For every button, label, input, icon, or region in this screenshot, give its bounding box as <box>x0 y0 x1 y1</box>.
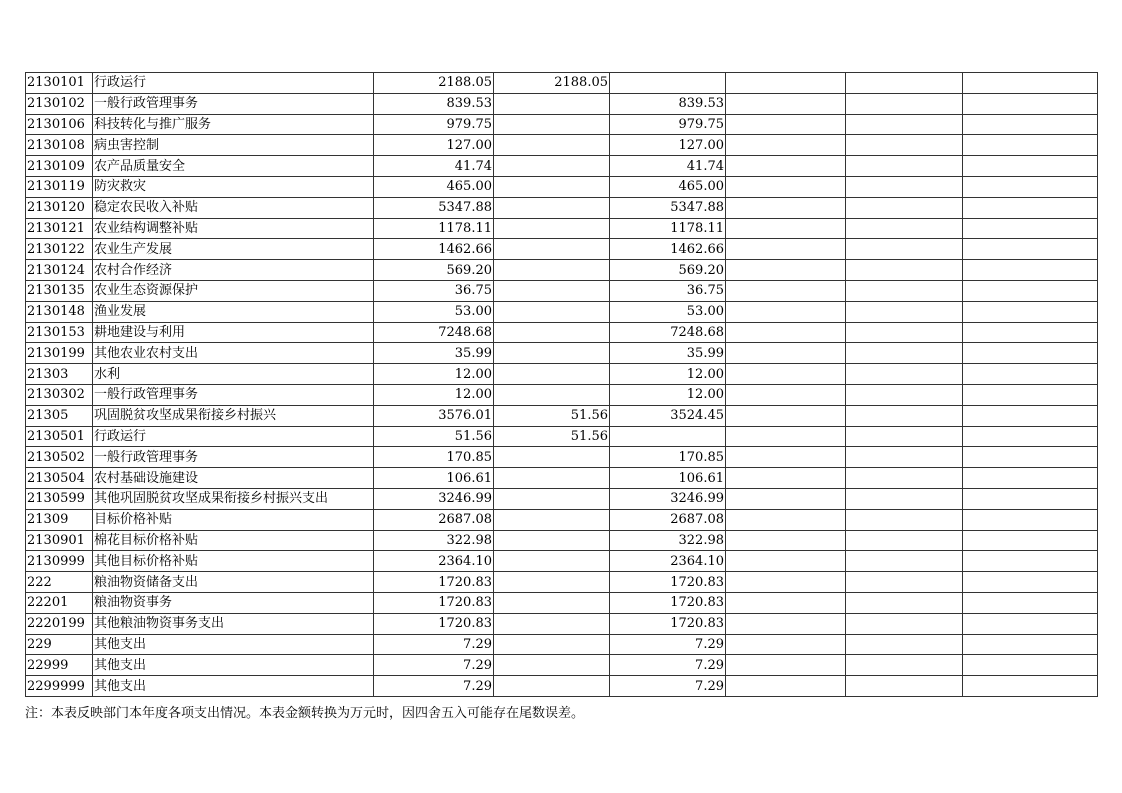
cell-empty <box>726 301 846 322</box>
cell-basic <box>494 572 610 593</box>
table-row <box>26 509 1098 530</box>
cell-name: 稳定农民收入补贴 <box>93 197 374 218</box>
cell-total: 1462.66 <box>374 239 494 260</box>
cell-basic <box>494 280 610 301</box>
cell-project <box>610 426 726 447</box>
cell-empty <box>726 676 846 697</box>
cell-empty <box>963 73 1098 94</box>
cell-total: 170.85 <box>374 447 494 468</box>
cell-empty <box>846 634 963 655</box>
cell-empty <box>846 93 963 114</box>
cell-code: 2130101 <box>26 73 93 94</box>
table-row <box>26 197 1098 218</box>
cell-code: 2130121 <box>26 218 93 239</box>
cell-total: 465.00 <box>374 176 494 197</box>
table-row <box>26 468 1098 489</box>
cell-basic <box>494 655 610 676</box>
cell-empty <box>963 447 1098 468</box>
cell-basic: 51.56 <box>494 426 610 447</box>
cell-name: 农业结构调整补贴 <box>93 218 374 239</box>
cell-project: 12.00 <box>610 384 726 405</box>
cell-empty <box>726 364 846 385</box>
cell-empty <box>726 384 846 405</box>
table-row <box>26 384 1098 405</box>
cell-total: 106.61 <box>374 468 494 489</box>
cell-basic <box>494 260 610 281</box>
cell-name: 一般行政管理事务 <box>93 384 374 405</box>
cell-project: 465.00 <box>610 176 726 197</box>
cell-empty <box>846 405 963 426</box>
cell-empty <box>726 93 846 114</box>
cell-empty <box>963 218 1098 239</box>
cell-empty <box>846 572 963 593</box>
cell-code: 2130501 <box>26 426 93 447</box>
cell-total: 36.75 <box>374 280 494 301</box>
cell-empty <box>963 592 1098 613</box>
cell-basic <box>494 135 610 156</box>
cell-project: 3246.99 <box>610 488 726 509</box>
cell-name: 粮油物资事务 <box>93 592 374 613</box>
cell-code: 2130901 <box>26 530 93 551</box>
table-row <box>26 93 1098 114</box>
cell-project: 7.29 <box>610 676 726 697</box>
cell-project: 569.20 <box>610 260 726 281</box>
table-row <box>26 135 1098 156</box>
cell-empty <box>963 468 1098 489</box>
cell-basic <box>494 613 610 634</box>
cell-empty <box>846 530 963 551</box>
cell-code: 222 <box>26 572 93 593</box>
cell-empty <box>963 135 1098 156</box>
cell-total: 5347.88 <box>374 197 494 218</box>
cell-empty <box>963 405 1098 426</box>
cell-empty <box>963 93 1098 114</box>
cell-total: 322.98 <box>374 530 494 551</box>
cell-code: 21305 <box>26 405 93 426</box>
cell-empty <box>726 447 846 468</box>
cell-empty <box>726 156 846 177</box>
cell-basic <box>494 343 610 364</box>
cell-empty <box>963 634 1098 655</box>
cell-total: 2364.10 <box>374 551 494 572</box>
cell-empty <box>846 218 963 239</box>
cell-basic <box>494 592 610 613</box>
cell-empty <box>963 114 1098 135</box>
cell-project: 7.29 <box>610 655 726 676</box>
cell-empty <box>726 114 846 135</box>
cell-code: 22999 <box>26 655 93 676</box>
cell-project: 35.99 <box>610 343 726 364</box>
table-row <box>26 73 1098 94</box>
cell-empty <box>726 426 846 447</box>
table-row <box>26 488 1098 509</box>
cell-basic <box>494 301 610 322</box>
table-row <box>26 301 1098 322</box>
cell-basic <box>494 176 610 197</box>
cell-name: 粮油物资储备支出 <box>93 572 374 593</box>
cell-empty <box>846 73 963 94</box>
cell-empty <box>846 280 963 301</box>
cell-total: 7.29 <box>374 634 494 655</box>
cell-name: 行政运行 <box>93 73 374 94</box>
cell-name: 科技转化与推广服务 <box>93 114 374 135</box>
cell-name: 一般行政管理事务 <box>93 93 374 114</box>
cell-total: 12.00 <box>374 364 494 385</box>
cell-code: 2130504 <box>26 468 93 489</box>
cell-empty <box>726 197 846 218</box>
table-row <box>26 676 1098 697</box>
table-row <box>26 176 1098 197</box>
cell-code: 2130124 <box>26 260 93 281</box>
cell-code: 2130119 <box>26 176 93 197</box>
cell-total: 1178.11 <box>374 218 494 239</box>
cell-empty <box>963 509 1098 530</box>
cell-total: 12.00 <box>374 384 494 405</box>
cell-total: 7248.68 <box>374 322 494 343</box>
table-row <box>26 405 1098 426</box>
cell-project: 41.74 <box>610 156 726 177</box>
cell-project: 1720.83 <box>610 592 726 613</box>
cell-name: 农业生产发展 <box>93 239 374 260</box>
expenditure-table <box>25 72 1098 697</box>
cell-project: 2364.10 <box>610 551 726 572</box>
cell-total: 3576.01 <box>374 405 494 426</box>
cell-project: 53.00 <box>610 301 726 322</box>
cell-empty <box>963 530 1098 551</box>
cell-name: 病虫害控制 <box>93 135 374 156</box>
table-row <box>26 530 1098 551</box>
cell-code: 2130302 <box>26 384 93 405</box>
cell-empty <box>846 301 963 322</box>
cell-total: 569.20 <box>374 260 494 281</box>
cell-empty <box>846 447 963 468</box>
cell-name: 农产品质量安全 <box>93 156 374 177</box>
cell-empty <box>963 426 1098 447</box>
cell-name: 巩固脱贫攻坚成果衔接乡村振兴 <box>93 405 374 426</box>
table-row <box>26 156 1098 177</box>
cell-basic <box>494 551 610 572</box>
cell-empty <box>726 260 846 281</box>
cell-empty <box>846 676 963 697</box>
cell-code: 2299999 <box>26 676 93 697</box>
cell-empty <box>846 509 963 530</box>
cell-empty <box>726 530 846 551</box>
cell-empty <box>846 197 963 218</box>
cell-empty <box>846 176 963 197</box>
table-row <box>26 447 1098 468</box>
cell-total: 1720.83 <box>374 613 494 634</box>
cell-project: 979.75 <box>610 114 726 135</box>
cell-basic: 2188.05 <box>494 73 610 94</box>
cell-name: 其他目标价格补贴 <box>93 551 374 572</box>
table-row <box>26 655 1098 676</box>
cell-code: 2130102 <box>26 93 93 114</box>
cell-project: 322.98 <box>610 530 726 551</box>
cell-name: 农村合作经济 <box>93 260 374 281</box>
cell-empty <box>726 322 846 343</box>
cell-name: 农村基础设施建设 <box>93 468 374 489</box>
table-row <box>26 572 1098 593</box>
cell-project: 7248.68 <box>610 322 726 343</box>
cell-name: 棉花目标价格补贴 <box>93 530 374 551</box>
cell-project: 2687.08 <box>610 509 726 530</box>
cell-project <box>610 73 726 94</box>
cell-code: 2130122 <box>26 239 93 260</box>
table-row <box>26 634 1098 655</box>
cell-empty <box>726 176 846 197</box>
cell-code: 2130999 <box>26 551 93 572</box>
cell-basic <box>494 197 610 218</box>
cell-name: 其他支出 <box>93 655 374 676</box>
cell-project: 12.00 <box>610 364 726 385</box>
cell-code: 2130148 <box>26 301 93 322</box>
cell-empty <box>846 384 963 405</box>
cell-empty <box>963 301 1098 322</box>
cell-empty <box>846 468 963 489</box>
cell-basic <box>494 322 610 343</box>
cell-empty <box>963 156 1098 177</box>
cell-name: 目标价格补贴 <box>93 509 374 530</box>
cell-project: 5347.88 <box>610 197 726 218</box>
cell-total: 41.74 <box>374 156 494 177</box>
cell-total: 1720.83 <box>374 572 494 593</box>
table-body <box>26 73 1098 697</box>
cell-empty <box>726 405 846 426</box>
cell-empty <box>846 426 963 447</box>
table-row <box>26 551 1098 572</box>
cell-empty <box>963 655 1098 676</box>
cell-empty <box>963 197 1098 218</box>
cell-code: 229 <box>26 634 93 655</box>
cell-code: 21303 <box>26 364 93 385</box>
cell-name: 其他支出 <box>93 634 374 655</box>
cell-code: 2130153 <box>26 322 93 343</box>
cell-name: 水利 <box>93 364 374 385</box>
cell-name: 其他巩固脱贫攻坚成果衔接乡村振兴支出 <box>93 488 374 509</box>
cell-empty <box>726 572 846 593</box>
cell-empty <box>963 488 1098 509</box>
table-footnote: 注：本表反映部门本年度各项支出情况。本表金额转换为万元时，因四舍五入可能存在尾数误差。 <box>25 706 585 721</box>
cell-total: 127.00 <box>374 135 494 156</box>
cell-empty <box>726 592 846 613</box>
cell-code: 2130106 <box>26 114 93 135</box>
cell-empty <box>846 488 963 509</box>
cell-empty <box>846 260 963 281</box>
cell-basic <box>494 384 610 405</box>
cell-total: 7.29 <box>374 655 494 676</box>
cell-code: 2130135 <box>26 280 93 301</box>
cell-basic <box>494 239 610 260</box>
cell-empty <box>963 176 1098 197</box>
cell-empty <box>846 655 963 676</box>
cell-project: 7.29 <box>610 634 726 655</box>
cell-empty <box>963 613 1098 634</box>
cell-basic: 51.56 <box>494 405 610 426</box>
cell-project: 36.75 <box>610 280 726 301</box>
cell-empty <box>846 156 963 177</box>
cell-project: 1462.66 <box>610 239 726 260</box>
cell-basic <box>494 634 610 655</box>
cell-empty <box>726 488 846 509</box>
cell-basic <box>494 530 610 551</box>
cell-empty <box>846 239 963 260</box>
table-row <box>26 260 1098 281</box>
cell-basic <box>494 447 610 468</box>
cell-empty <box>846 551 963 572</box>
table-row <box>26 364 1098 385</box>
cell-basic <box>494 488 610 509</box>
cell-empty <box>963 551 1098 572</box>
cell-total: 2188.05 <box>374 73 494 94</box>
cell-empty <box>963 280 1098 301</box>
cell-empty <box>726 468 846 489</box>
cell-name: 行政运行 <box>93 426 374 447</box>
cell-project: 170.85 <box>610 447 726 468</box>
cell-name: 其他粮油物资事务支出 <box>93 613 374 634</box>
cell-total: 3246.99 <box>374 488 494 509</box>
cell-code: 2130120 <box>26 197 93 218</box>
cell-total: 839.53 <box>374 93 494 114</box>
table-row <box>26 592 1098 613</box>
cell-total: 979.75 <box>374 114 494 135</box>
cell-name: 农业生态资源保护 <box>93 280 374 301</box>
cell-empty <box>726 613 846 634</box>
cell-empty <box>963 239 1098 260</box>
cell-empty <box>726 218 846 239</box>
cell-empty <box>726 280 846 301</box>
cell-code: 2220199 <box>26 613 93 634</box>
cell-empty <box>963 384 1098 405</box>
cell-basic <box>494 509 610 530</box>
cell-basic <box>494 156 610 177</box>
cell-empty <box>963 260 1098 281</box>
cell-name: 渔业发展 <box>93 301 374 322</box>
cell-total: 53.00 <box>374 301 494 322</box>
table-row <box>26 114 1098 135</box>
cell-basic <box>494 114 610 135</box>
cell-empty <box>846 114 963 135</box>
cell-name: 其他支出 <box>93 676 374 697</box>
cell-code: 2130108 <box>26 135 93 156</box>
cell-basic <box>494 218 610 239</box>
cell-total: 51.56 <box>374 426 494 447</box>
table-row <box>26 239 1098 260</box>
cell-basic <box>494 93 610 114</box>
cell-total: 7.29 <box>374 676 494 697</box>
cell-empty <box>846 592 963 613</box>
cell-empty <box>726 509 846 530</box>
table-row <box>26 343 1098 364</box>
cell-project: 1178.11 <box>610 218 726 239</box>
cell-code: 2130599 <box>26 488 93 509</box>
cell-empty <box>963 364 1098 385</box>
cell-project: 1720.83 <box>610 613 726 634</box>
cell-empty <box>726 551 846 572</box>
cell-name: 防灾救灾 <box>93 176 374 197</box>
cell-code: 2130502 <box>26 447 93 468</box>
cell-empty <box>726 239 846 260</box>
cell-empty <box>726 135 846 156</box>
cell-empty <box>963 572 1098 593</box>
table-row <box>26 218 1098 239</box>
cell-name: 耕地建设与利用 <box>93 322 374 343</box>
cell-project: 1720.83 <box>610 572 726 593</box>
cell-empty <box>963 343 1098 364</box>
cell-name: 其他农业农村支出 <box>93 343 374 364</box>
cell-empty <box>726 343 846 364</box>
cell-code: 21309 <box>26 509 93 530</box>
cell-project: 106.61 <box>610 468 726 489</box>
cell-name: 一般行政管理事务 <box>93 447 374 468</box>
cell-empty <box>846 364 963 385</box>
table-row <box>26 280 1098 301</box>
table-row <box>26 613 1098 634</box>
cell-total: 35.99 <box>374 343 494 364</box>
cell-empty <box>726 73 846 94</box>
cell-code: 22201 <box>26 592 93 613</box>
cell-empty <box>846 343 963 364</box>
cell-total: 2687.08 <box>374 509 494 530</box>
table-row <box>26 426 1098 447</box>
cell-basic <box>494 676 610 697</box>
cell-empty <box>846 613 963 634</box>
cell-project: 3524.45 <box>610 405 726 426</box>
cell-empty <box>846 135 963 156</box>
cell-empty <box>846 322 963 343</box>
cell-basic <box>494 468 610 489</box>
cell-code: 2130199 <box>26 343 93 364</box>
cell-empty <box>963 676 1098 697</box>
cell-empty <box>726 655 846 676</box>
cell-project: 127.00 <box>610 135 726 156</box>
table-row <box>26 322 1098 343</box>
cell-basic <box>494 364 610 385</box>
cell-project: 839.53 <box>610 93 726 114</box>
cell-empty <box>963 322 1098 343</box>
cell-empty <box>726 634 846 655</box>
cell-code: 2130109 <box>26 156 93 177</box>
cell-total: 1720.83 <box>374 592 494 613</box>
